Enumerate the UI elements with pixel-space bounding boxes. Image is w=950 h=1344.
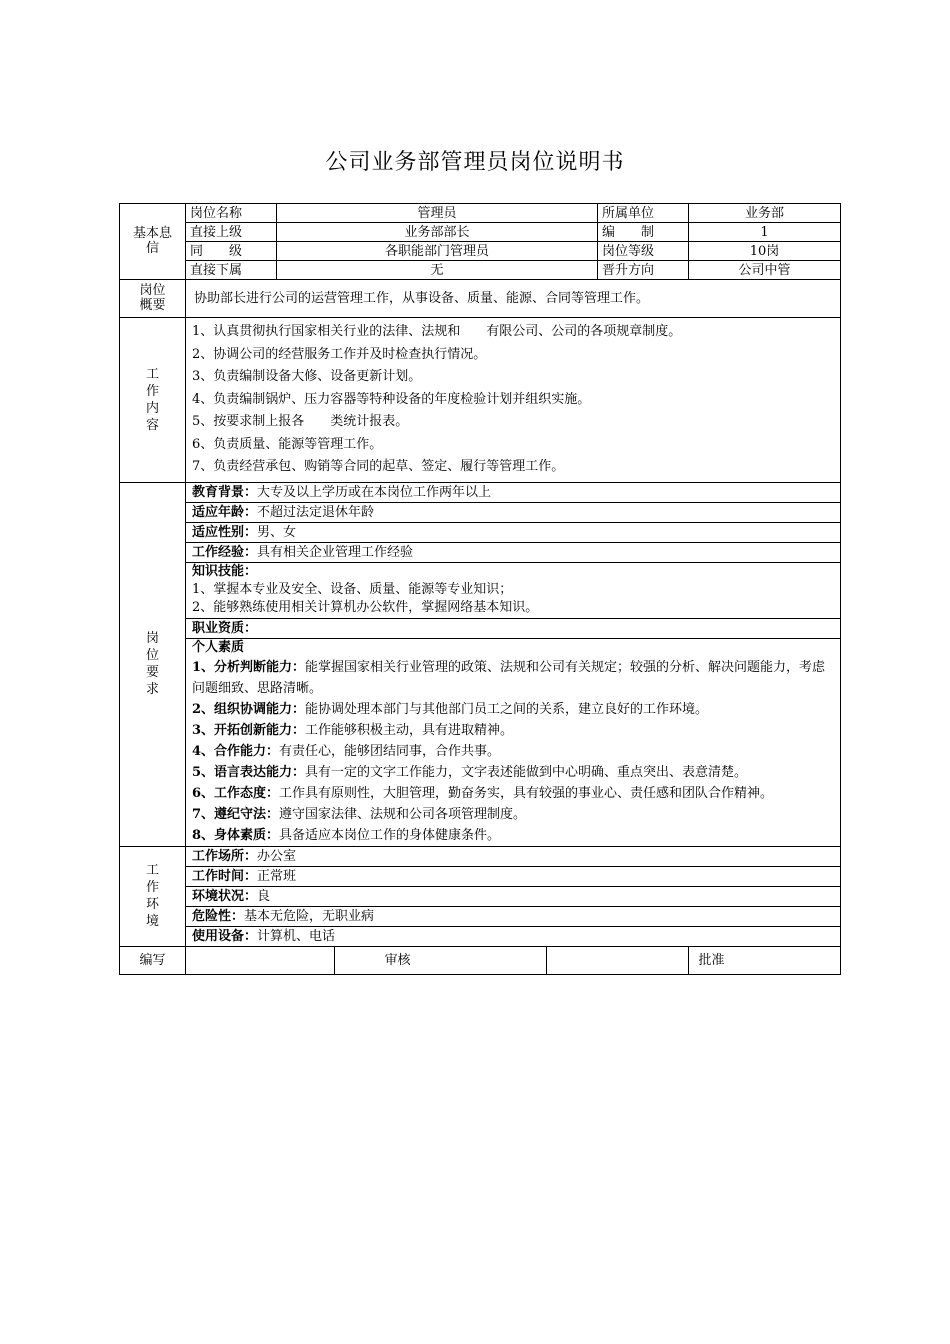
info-value: 业务部部长	[277, 223, 598, 242]
skills-row: 知识技能： 1、掌握本专业及安全、设备、质量、能源等专业知识； 2、能够熟练使用相关计算机办公软件，掌握网络基本知识。	[186, 562, 840, 618]
info-label: 岗位等级	[598, 242, 689, 261]
basic-row	[120, 242, 841, 261]
quality-item: 1、分析判断能力：能掌握国家相关行业管理的政策、法规和公司有关规定；较强的分析、解决问题能力，考虑问题细致、思路清晰。	[192, 659, 826, 696]
work-hours-row: 工作时间：正常班	[186, 866, 840, 886]
environment-content	[186, 846, 841, 946]
info-label: 晋升方向	[598, 261, 689, 280]
quality-item: 5、语言表达能力：具有一定的文字工作能力，文字表述能做到中心明确、重点突出、表意清楚。	[192, 764, 748, 780]
experience-row: 工作经验：具有相关企业管理工作经验	[186, 542, 840, 562]
quality-item: 8、身体素质：具备适应本岗位工作的身体健康条件。	[192, 827, 501, 843]
quality-item: 2、组织协调能力：能协调处理本部门与其他部门员工之间的关系，建立良好的工作环境。	[192, 701, 709, 717]
duty-item: 5、按要求制上报各 类统计报表。	[192, 414, 409, 429]
approve-label: 批准	[689, 946, 841, 974]
job-description-table	[119, 203, 841, 975]
info-label: 同 级	[186, 242, 277, 261]
requirements-row	[120, 482, 841, 846]
environment-label: 工作环境	[120, 846, 186, 946]
quality-item: 7、遵纪守法：遵守国家法律、法规和公司各项管理制度。	[192, 806, 527, 822]
info-value: 10岗	[689, 242, 841, 261]
page-title: 公司业务部管理员岗位说明书	[325, 150, 625, 175]
age-row: 适应年龄：不超过法定退休年龄	[186, 502, 840, 522]
equipment-row: 使用设备：计算机、电话	[186, 926, 840, 946]
review-label: 审核	[335, 946, 547, 974]
info-label: 直接上级	[186, 223, 277, 242]
basic-row	[120, 204, 841, 223]
info-label: 所属单位	[598, 204, 689, 223]
info-label: 直接下属	[186, 261, 277, 280]
duty-item: 2、协调公司的经营服务工作并及时检查执行情况。	[192, 346, 487, 362]
info-value: 业务部	[689, 204, 841, 223]
qualification-row: 职业资质：	[186, 618, 840, 638]
quality-item: 6、工作态度：工作具有原则性，大胆管理，勤奋务实，具有较强的事业心、责任感和团队合作精神。	[192, 785, 774, 801]
requirements-content	[186, 482, 841, 846]
summary-row	[120, 280, 841, 318]
info-value: 1	[689, 223, 841, 242]
quality-item: 3、开拓创新能力：工作能够积极主动，具有进取精神。	[192, 722, 514, 738]
write-field[interactable]	[186, 946, 335, 974]
info-label: 岗位名称	[186, 204, 277, 223]
write-label: 编写	[120, 946, 186, 974]
requirements-label: 岗位要求	[120, 482, 186, 846]
duties-row	[120, 318, 841, 483]
signature-row	[120, 946, 841, 974]
quality-item: 4、合作能力：有责任心，能够团结同事，合作共事。	[192, 743, 501, 759]
info-value: 管理员	[277, 204, 598, 223]
info-value: 公司中管	[689, 261, 841, 280]
duty-item: 7、负责经营承包、购销等合同的起草、签定、履行等管理工作。	[192, 459, 565, 474]
education-row: 教育背景：大专及以上学历或在本岗位工作两年以上	[192, 484, 492, 500]
info-value: 无	[277, 261, 598, 280]
duty-item: 4、负责编制锅炉、压力容器等特种设备的年度检验计划并组织实施。	[192, 391, 591, 407]
personal-quality-title: 个人素质	[192, 639, 245, 655]
info-value: 各职能部门管理员	[277, 242, 598, 261]
summary-text: 协助部长进行公司的运营管理工作，从事设备、质量、能源、合同等管理工作。	[186, 280, 841, 318]
duties-label: 工作内容	[120, 318, 186, 483]
review-field[interactable]	[547, 946, 689, 974]
gender-row: 适应性别：男、女	[186, 522, 840, 542]
basic-row	[120, 261, 841, 280]
work-place-row: 工作场所：办公室	[192, 848, 297, 864]
basic-section-label: 基本息信	[120, 204, 186, 280]
personal-quality-block	[186, 638, 840, 846]
environment-condition-row: 环境状况：良	[186, 886, 840, 906]
environment-row	[120, 846, 841, 946]
skill-item: 2、能够熟练使用相关计算机办公软件，掌握网络基本知识。	[192, 599, 539, 615]
duties-list	[186, 318, 841, 483]
danger-row: 危险性：基本无危险，无职业病	[186, 906, 840, 926]
basic-row	[120, 223, 841, 242]
duty-item: 1、认真贯彻执行国家相关行业的法律、法规和 有限公司、公司的各项规章制度。	[192, 324, 682, 339]
skill-item: 1、掌握本专业及安全、设备、质量、能源等专业知识；	[192, 581, 513, 597]
info-label: 编 制	[598, 223, 689, 242]
duty-item: 6、负责质量、能源等管理工作。	[192, 436, 383, 452]
summary-label: 岗位概要	[120, 280, 186, 318]
duty-item: 3、负责编制设备大修、设备更新计划。	[192, 369, 422, 384]
